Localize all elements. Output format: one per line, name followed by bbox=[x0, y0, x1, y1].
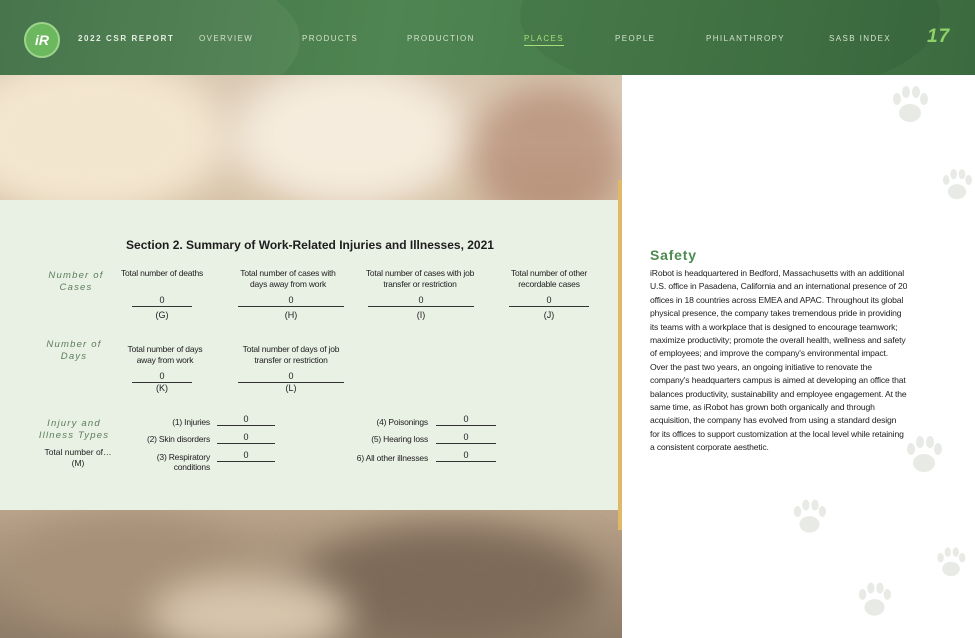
paw-print-icon bbox=[782, 487, 837, 547]
value-hearing-loss: 0 bbox=[436, 432, 496, 444]
safety-heading: Safety bbox=[650, 247, 697, 263]
paw-print-icon bbox=[847, 570, 902, 630]
top-navigation-bar bbox=[0, 0, 975, 75]
column-header-days-transfer: Total number of days of job transfer or restriction bbox=[242, 344, 340, 365]
safety-paragraph: iRobot is headquartered in Bedford, Massachusetts with an additional U.S. office in Pasadena, California and an international presence of 20 offices in 18 countries across EMEA and APAC. Throughout its global physical presence, the company takes tremendous pride in providing its teams with a workplace that is designed to encourage teamwork; maximize productivity; promote the overall health, wellness and safety of employees; and improve the company's environmental impact. Over the past two years, an ongoing initiative to renovate the company's headquarters campus is aimed at developing an office that balances productivity, sustainability and employee engagement. At the same time, as iRobot has grown both organically and through acquisition, the company has evolved from using a standard design for its offices to support customization at the local level while retaining a consistent corporate aesthetic. bbox=[650, 268, 908, 453]
value-days-transfer: 0 bbox=[238, 370, 344, 383]
paw-print-icon bbox=[927, 535, 975, 590]
nav-production[interactable]: PRODUCTION bbox=[407, 34, 475, 43]
row-label-days: Number of Days bbox=[46, 339, 102, 362]
column-header-days-away: Total number of days away from work bbox=[127, 344, 203, 365]
label-respiratory-conditions: (3) Respiratory conditions bbox=[156, 452, 210, 472]
irobot-logo-icon bbox=[31, 29, 53, 51]
value-skin-disorders: 0 bbox=[217, 432, 275, 444]
page-number: 17 bbox=[927, 26, 951, 47]
value-job-transfer-cases: 0 bbox=[368, 294, 474, 307]
label-injuries: (1) Injuries bbox=[172, 417, 210, 427]
value-injuries: 0 bbox=[217, 414, 275, 426]
code-j: (J) bbox=[543, 310, 555, 320]
report-title: 2022 CSR REPORT bbox=[78, 34, 175, 43]
code-l: (L) bbox=[285, 383, 297, 393]
nav-places[interactable]: PLACES bbox=[524, 34, 564, 46]
value-deaths: 0 bbox=[132, 294, 192, 307]
paw-print-icon bbox=[880, 75, 940, 135]
value-respiratory-conditions: 0 bbox=[217, 450, 275, 462]
logo-mark: iR bbox=[35, 32, 49, 48]
irobot-logo[interactable] bbox=[24, 22, 60, 58]
value-days-away-cases: 0 bbox=[238, 294, 344, 307]
paw-print-icon bbox=[932, 155, 975, 215]
code-k: (K) bbox=[156, 383, 168, 393]
code-g: (G) bbox=[155, 310, 169, 320]
value-all-other-illnesses: 0 bbox=[436, 450, 496, 462]
column-header-deaths: Total number of deaths bbox=[120, 268, 204, 278]
column-header-job-transfer-cases: Total number of cases with job transfer or restriction bbox=[365, 268, 475, 289]
label-poisonings: (4) Poisonings bbox=[376, 417, 428, 427]
label-hearing-loss: (5) Hearing loss bbox=[371, 434, 428, 444]
code-m: (M) bbox=[71, 458, 85, 468]
value-poisonings: 0 bbox=[436, 414, 496, 426]
column-header-days-away-cases: Total number of cases with days away from work bbox=[240, 268, 336, 289]
nav-people[interactable]: PEOPLE bbox=[615, 34, 656, 43]
value-days-away: 0 bbox=[132, 370, 192, 383]
photo-highlight bbox=[240, 75, 460, 205]
column-header-other-recordable: Total number of other recordable cases bbox=[510, 268, 588, 289]
value-other-recordable: 0 bbox=[509, 294, 589, 307]
code-i: (I) bbox=[416, 310, 426, 320]
photo-highlight bbox=[0, 75, 220, 215]
code-h: (H) bbox=[284, 310, 298, 320]
nav-philanthropy[interactable]: PHILANTHROPY bbox=[706, 34, 786, 43]
row-label-cases: Number of Cases bbox=[48, 270, 104, 293]
label-all-other-illnesses: 6) All other illnesses bbox=[356, 453, 428, 463]
nav-products[interactable]: PRODUCTS bbox=[302, 34, 359, 43]
total-number-note: Total number of… bbox=[44, 447, 112, 457]
table-title: Section 2. Summary of Work-Related Injuries and Illnesses, 2021 bbox=[126, 238, 494, 252]
nav-overview[interactable]: OVERVIEW bbox=[199, 34, 254, 43]
row-label-injury-types: Injury and Illness Types bbox=[38, 418, 110, 441]
nav-sasb-index[interactable]: SASB INDEX bbox=[829, 34, 892, 43]
label-skin-disorders: (2) Skin disorders bbox=[146, 434, 210, 444]
